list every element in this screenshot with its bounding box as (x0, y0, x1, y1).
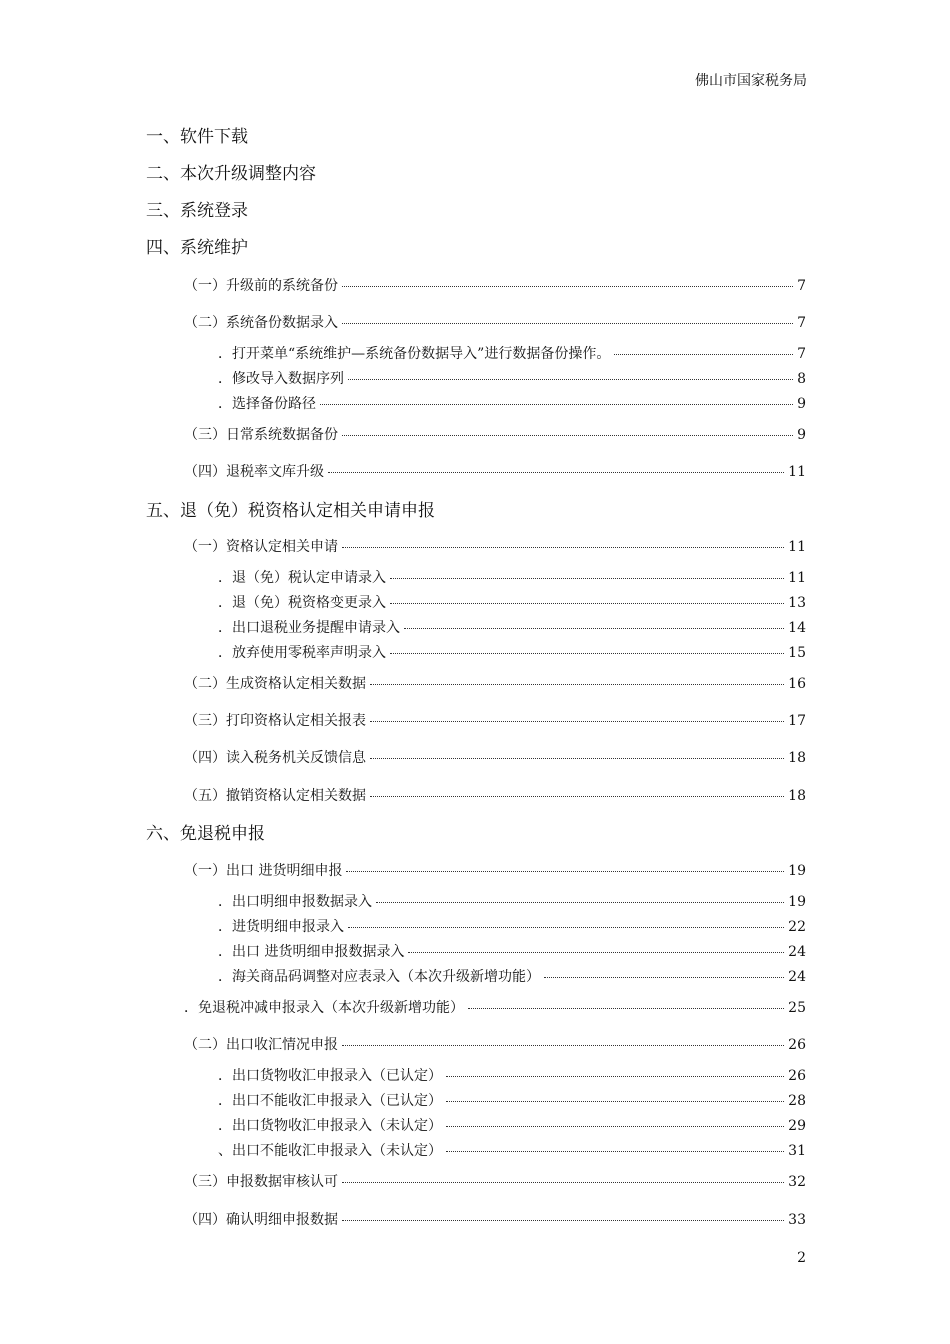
toc-entry-text: （四）退税率文库升级 (184, 464, 324, 480)
dot-leader (342, 1220, 784, 1221)
toc-entry[interactable] (184, 747, 806, 767)
dot-leader (544, 977, 784, 978)
toc-page-number: 7 (797, 315, 806, 331)
dot-leader (370, 684, 784, 685)
dot-leader (342, 435, 793, 436)
toc-section-title: 三、系统登录 (146, 201, 248, 221)
toc-section-3[interactable] (146, 196, 248, 221)
dot-leader (468, 1008, 784, 1009)
toc-page-number: 7 (797, 346, 806, 362)
toc-page-number: 11 (788, 464, 806, 480)
dot-leader (446, 1126, 784, 1127)
toc-section-2[interactable] (146, 159, 316, 184)
toc-entry-text: （二）出口收汇情况申报 (184, 1037, 338, 1053)
toc-entry[interactable] (184, 275, 806, 295)
toc-page-number: 13 (788, 595, 806, 611)
toc-section-4[interactable] (146, 233, 248, 258)
toc-page-number: 15 (788, 645, 806, 661)
toc-section-title: 五、退（免）税资格认定相关申请申报 (146, 501, 435, 521)
dot-leader (408, 952, 784, 953)
toc-entry-text: （三）日常系统数据备份 (184, 427, 338, 443)
toc-entry[interactable] (184, 997, 806, 1017)
toc-entry-text: （三）打印资格认定相关报表 (184, 713, 366, 729)
toc-page-number: 14 (788, 620, 806, 636)
toc-entry[interactable] (218, 1140, 806, 1160)
dot-leader (614, 354, 793, 355)
toc-section-1[interactable] (146, 122, 248, 147)
dot-leader (342, 547, 784, 548)
toc-entry[interactable] (218, 567, 806, 587)
toc-entry[interactable] (184, 1171, 806, 1191)
toc-entry-text: （三）申报数据审核认可 (184, 1174, 338, 1190)
page-number: 2 (797, 1250, 806, 1266)
toc-entry-text: ．打开菜单“系统维护—系统备份数据导入”进行数据备份操作。 (218, 346, 611, 362)
toc-entry[interactable] (218, 642, 806, 662)
toc-page-number: 33 (788, 1212, 806, 1228)
toc-page-number: 19 (788, 863, 806, 879)
toc-entry-text: ．退（免）税认定申请录入 (218, 570, 386, 586)
toc-entry[interactable] (218, 916, 806, 936)
toc-entry-text: （五）撤销资格认定相关数据 (184, 788, 366, 804)
toc-page-number: 28 (788, 1093, 806, 1109)
toc-entry[interactable] (218, 343, 806, 363)
toc-entry[interactable] (184, 312, 806, 332)
toc-entry[interactable] (184, 785, 806, 805)
toc-section-title: 六、免退税申报 (146, 824, 265, 844)
toc-page-number: 25 (788, 1000, 806, 1016)
toc-entry[interactable] (184, 1209, 806, 1229)
toc-entry-text: （一）出口 进货明细申报 (184, 863, 343, 879)
toc-section-title: 四、系统维护 (146, 238, 248, 258)
dot-leader (446, 1151, 784, 1152)
toc-page-number: 16 (788, 676, 806, 692)
toc-page-number: 24 (788, 969, 806, 985)
toc-entry[interactable] (184, 860, 806, 880)
dot-leader (390, 578, 784, 579)
toc-entry-text: ．进货明细申报录入 (218, 919, 344, 935)
toc-entry[interactable] (218, 1065, 806, 1085)
toc-entry-text: （一）资格认定相关申请 (184, 539, 338, 555)
toc-entry[interactable] (218, 891, 806, 911)
toc-entry-text: （一）升级前的系统备份 (184, 278, 338, 294)
toc-entry-text: ．出口退税业务提醒申请录入 (218, 620, 400, 636)
toc-entry[interactable] (218, 1115, 806, 1135)
toc-entry[interactable] (184, 710, 806, 730)
toc-section-title: 一、软件下载 (146, 127, 248, 147)
toc-entry-text: ．修改导入数据序列 (218, 371, 344, 387)
toc-entry[interactable] (184, 536, 806, 556)
toc-entry[interactable] (184, 1034, 806, 1054)
dot-leader (390, 603, 784, 604)
dot-leader (348, 927, 784, 928)
toc-entry-text: ．退（免）税资格变更录入 (218, 595, 386, 611)
toc-page-number: 18 (788, 750, 806, 766)
toc-entry-text: （四）确认明细申报数据 (184, 1212, 338, 1228)
dot-leader (390, 653, 784, 654)
toc-page-number: 18 (788, 788, 806, 804)
dot-leader (446, 1076, 784, 1077)
toc-entry-text: ．出口货物收汇申报录入（已认定） (218, 1068, 442, 1084)
toc-page-number: 11 (788, 570, 806, 586)
toc-entry[interactable] (218, 617, 806, 637)
toc-entry-text: ．放弃使用零税率声明录入 (218, 645, 386, 661)
dot-leader (342, 1182, 784, 1183)
dot-leader (376, 902, 784, 903)
toc-entry[interactable] (218, 1090, 806, 1110)
toc-page-number: 19 (788, 894, 806, 910)
page-header-org: 佛山市国家税务局 (695, 73, 807, 89)
toc-entry-text: ．出口 进货明细申报数据录入 (218, 944, 405, 960)
toc-entry[interactable] (218, 966, 806, 986)
toc-entry[interactable] (184, 424, 806, 444)
toc-entry-text: ．出口明细申报数据录入 (218, 894, 372, 910)
toc-entry[interactable] (218, 592, 806, 612)
toc-entry-text: ．选择备份路径 (218, 396, 316, 412)
toc-page-number: 26 (788, 1068, 806, 1084)
toc-page-number: 24 (788, 944, 806, 960)
dot-leader (342, 1045, 784, 1046)
dot-leader (446, 1101, 784, 1102)
toc-entry-text: （二）生成资格认定相关数据 (184, 676, 366, 692)
dot-leader (342, 323, 793, 324)
toc-entry-text: ．出口不能收汇申报录入（已认定） (218, 1093, 442, 1109)
dot-leader (320, 404, 793, 405)
dot-leader (370, 796, 784, 797)
toc-entry-text: ．出口货物收汇申报录入（未认定） (218, 1118, 442, 1134)
toc-section-5[interactable] (146, 496, 435, 521)
toc-page-number: 17 (788, 713, 806, 729)
toc-entry[interactable] (184, 461, 806, 481)
toc-entry[interactable] (218, 941, 806, 961)
toc-entry-text: （二）系统备份数据录入 (184, 315, 338, 331)
dot-leader (328, 472, 784, 473)
toc-section-6[interactable] (146, 819, 265, 844)
toc-entry[interactable] (218, 393, 806, 413)
toc-page-number: 31 (788, 1143, 806, 1159)
toc-page-number: 7 (797, 278, 806, 294)
toc-entry-text: （四）读入税务机关反馈信息 (184, 750, 366, 766)
toc-page-number: 11 (788, 539, 806, 555)
toc-page-number: 9 (797, 427, 806, 443)
dot-leader (404, 628, 784, 629)
toc-section-title: 二、本次升级调整内容 (146, 164, 316, 184)
dot-leader (342, 286, 793, 287)
toc-page-number: 32 (788, 1174, 806, 1190)
toc-page-number: 22 (788, 919, 806, 935)
toc-entry-text: ．海关商品码调整对应表录入（本次升级新增功能） (218, 969, 540, 985)
dot-leader (370, 721, 784, 722)
toc-page-number: 29 (788, 1118, 806, 1134)
dot-leader (348, 379, 793, 380)
toc-entry-text: 、出口不能收汇申报录入（未认定） (218, 1143, 442, 1159)
dot-leader (370, 758, 784, 759)
dot-leader (346, 871, 784, 872)
toc-entry[interactable] (218, 368, 806, 388)
toc-entry-text: ．免退税冲减申报录入（本次升级新增功能） (184, 1000, 464, 1016)
toc-page-number: 9 (797, 396, 806, 412)
toc-entry[interactable] (184, 673, 806, 693)
toc-page-number: 26 (788, 1037, 806, 1053)
toc-page-number: 8 (797, 371, 806, 387)
